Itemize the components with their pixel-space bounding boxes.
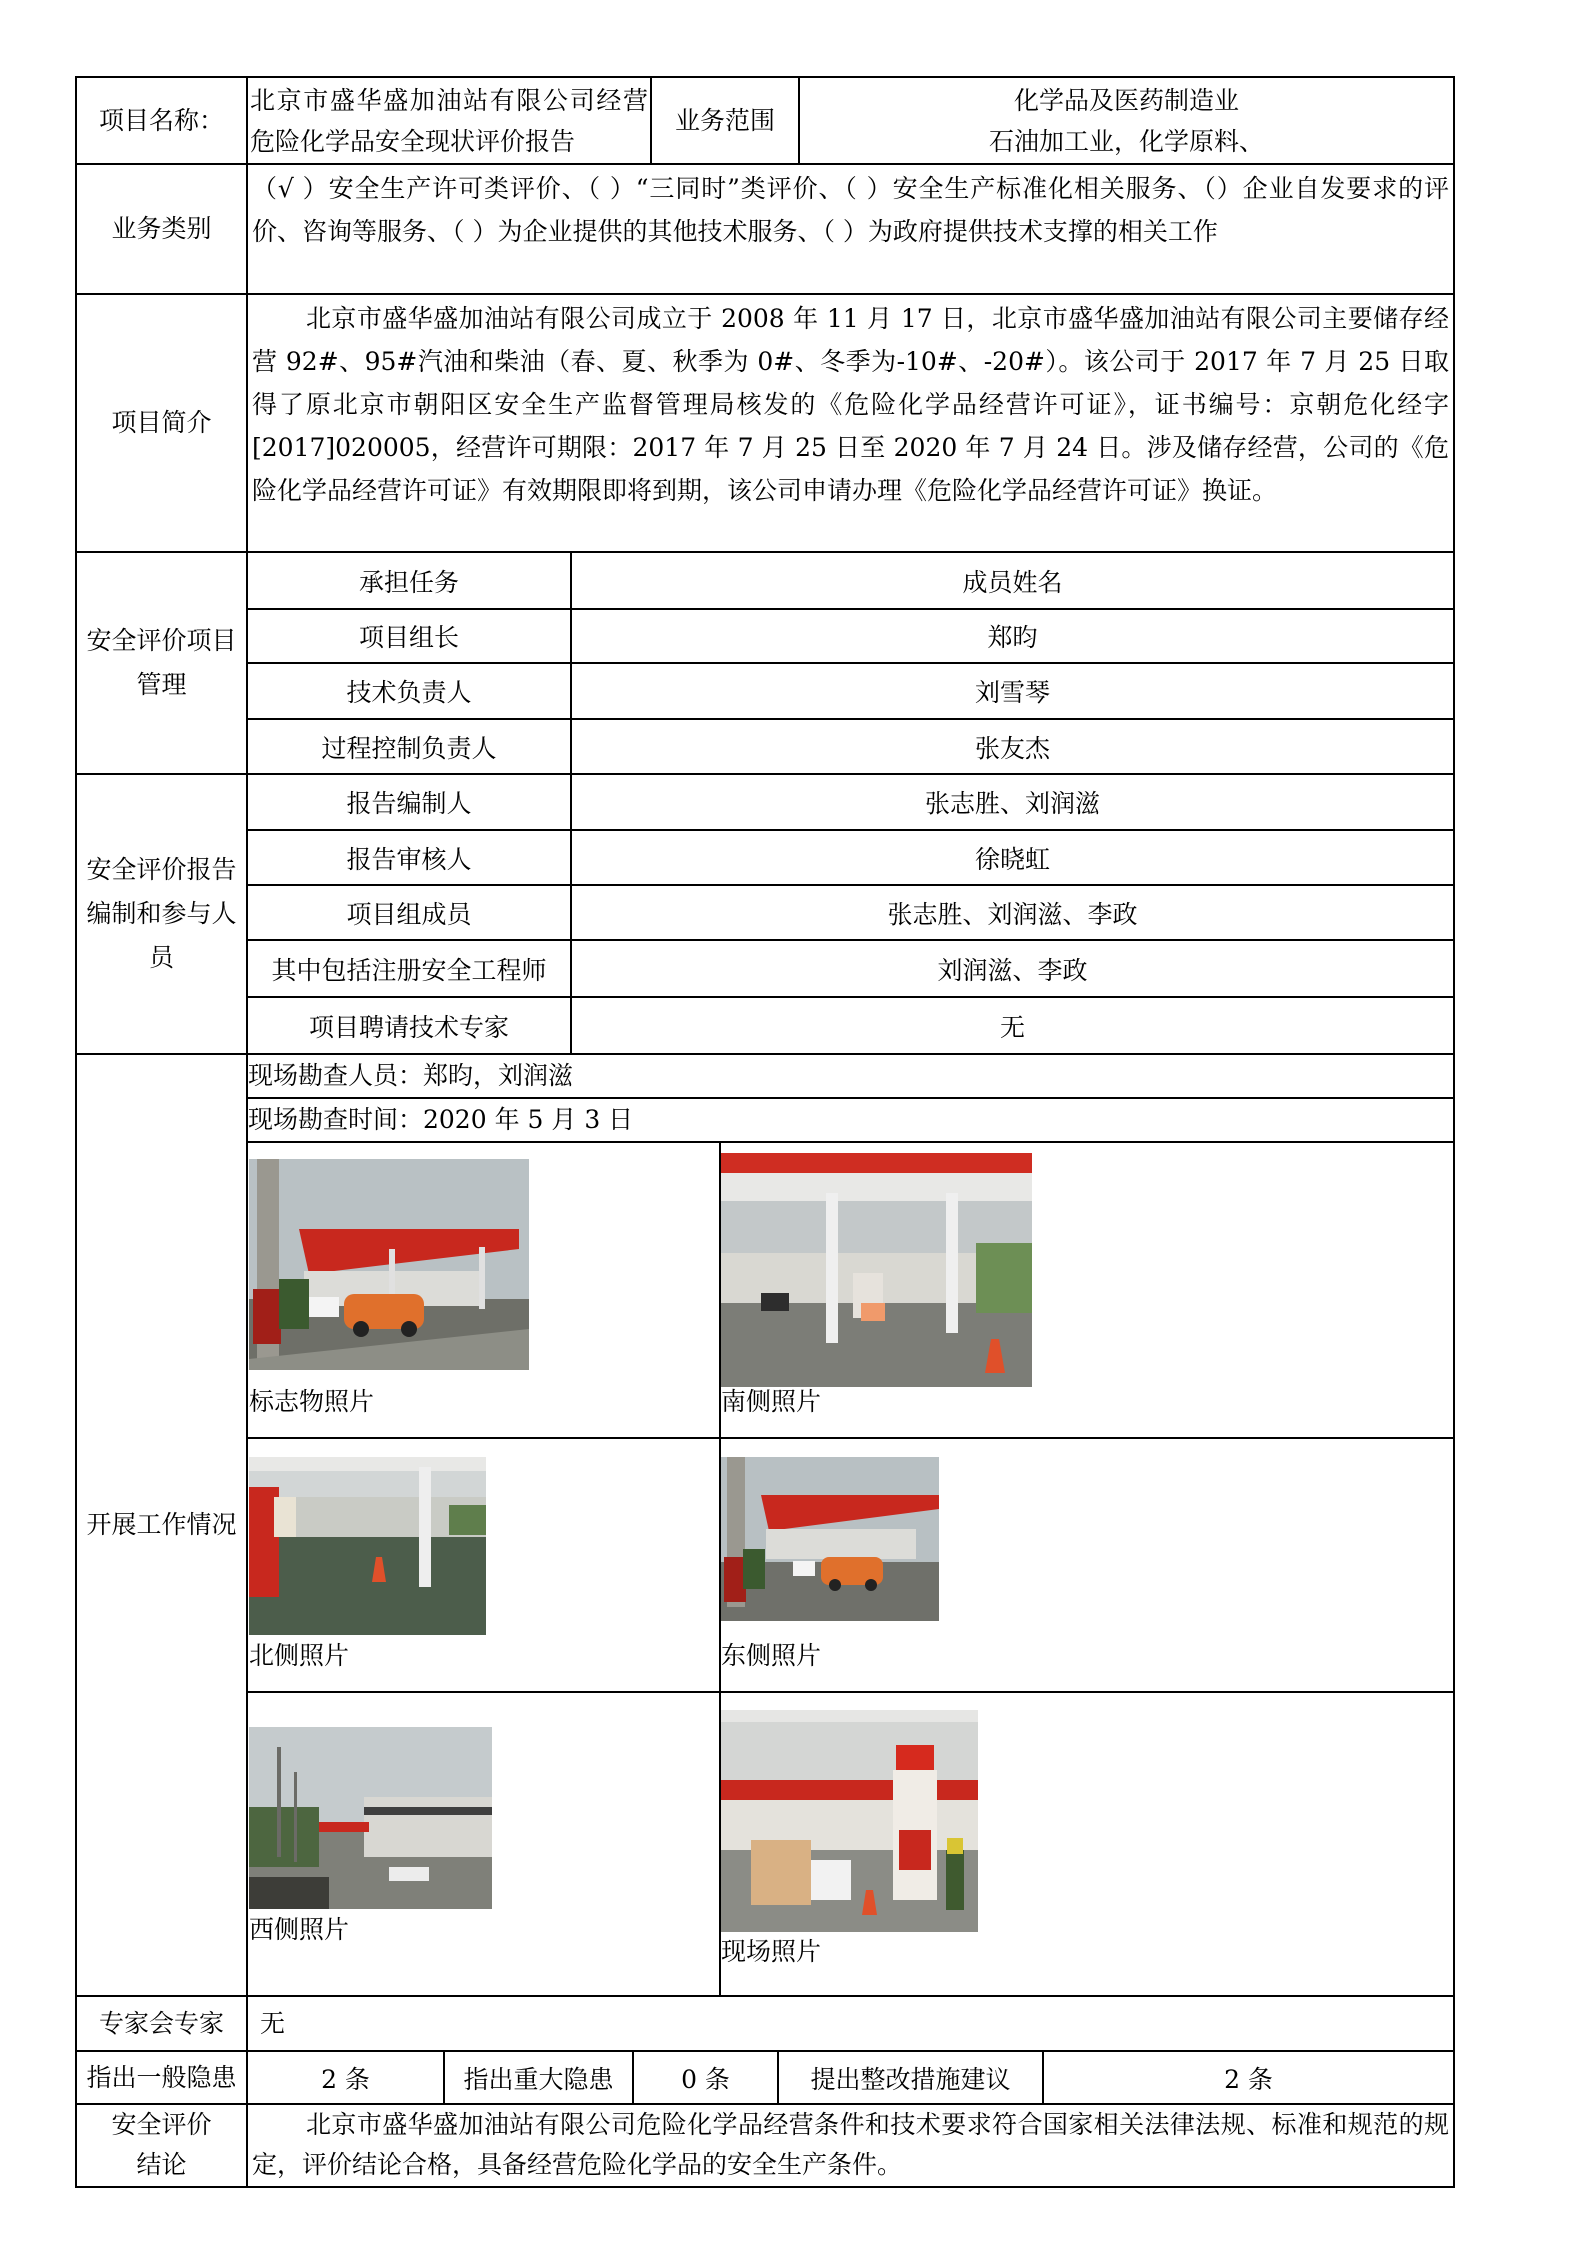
on-site-photo	[721, 1710, 978, 1932]
project-intro-text: 北京市盛华盛加油站有限公司成立于 2008 年 11 月 17 日，北京市盛华盛加油站有限公司主要储存经营 92#、95#汽油和柴油（春、夏、秋季为 0#、冬季为-10#、-20#）。该公司于 2017 年 7 月 25 日取得了原北京市朝阳区安全生产监督管理局核发的《危险化学品经营许可证》，证书编号：京朝危化经字[2017]020005，经营许可期限：2017 年 7 月 25 日至 2020 年 7 月 24 日。涉及储存经营，公司的《危险化学品经营许可证》有效期限即将到期，该公司申请办理《危险化学品经营许可证》换证。	[252, 304, 1449, 505]
photo-caption: 西侧照片	[249, 1915, 350, 1944]
general-hazards-value: 2 条	[321, 2064, 370, 2094]
photo-caption: 北侧照片	[249, 1641, 350, 1670]
photo-caption: 标志物照片	[249, 1387, 375, 1416]
member-cell: 无	[999, 1012, 1025, 1042]
photo-caption: 现场照片	[721, 1937, 822, 1966]
expert-panel-label: 专家会专家	[98, 2008, 224, 2038]
evaluation-form-table	[75, 76, 1455, 2188]
task-cell: 报告编制人	[346, 789, 472, 818]
project-name-value: 北京市盛华盛加油站有限公司经营危险化学品安全现状评价报告	[250, 86, 648, 156]
member-cell: 张志胜、刘润滋	[924, 789, 1100, 818]
business-scope-label: 业务范围	[674, 105, 775, 135]
task-cell: 项目组长	[358, 623, 459, 652]
major-hazards-value: 0 条	[681, 2064, 730, 2094]
member-cell: 张友杰	[974, 733, 1050, 763]
north-side-photo	[249, 1457, 486, 1635]
header-task: 承担任务	[358, 567, 459, 597]
conclusion-label-line-2: 结论	[136, 2150, 187, 2179]
general-hazards-label: 指出一般隐患	[86, 2062, 237, 2092]
landmark-photo	[249, 1159, 529, 1370]
business-scope-value	[800, 80, 1453, 163]
task-cell: 其中包括注册安全工程师	[271, 955, 547, 985]
project-management-label: 安全评价项目管理	[86, 626, 237, 699]
rectification-suggestions-value: 2 条	[1224, 2064, 1273, 2094]
conclusion-label	[77, 2105, 246, 2186]
report-staff-label: 安全评价报告编制和参与人员	[86, 855, 237, 972]
conclusion-text: 北京市盛华盛加油站有限公司危险化学品经营条件和技术要求符合国家相关法律法规、标准和规范的规定，评价结论合格，具备经营危险化学品的安全生产条件。	[252, 2110, 1449, 2179]
header-member: 成员姓名	[962, 567, 1063, 597]
member-cell: 徐晓虹	[974, 844, 1050, 874]
task-cell: 项目组成员	[346, 899, 472, 929]
site-inspectors: 现场勘查人员：郑昀，刘润滋	[248, 1061, 574, 1090]
business-scope-line-2: 石油加工业，化学原料、	[988, 127, 1264, 156]
business-scope-line-1: 化学品及医药制造业	[1013, 86, 1239, 115]
business-category-label: 业务类别	[111, 214, 212, 243]
east-side-photo	[721, 1457, 939, 1621]
project-intro-label: 项目简介	[111, 408, 212, 437]
member-cell: 刘雪琴	[974, 678, 1050, 707]
site-inspection-time: 现场勘查时间：2020 年 5 月 3 日	[248, 1105, 634, 1134]
west-side-photo	[249, 1727, 492, 1909]
task-cell: 报告审核人	[346, 844, 472, 874]
task-cell: 技术负责人	[346, 678, 472, 707]
expert-panel-value: 无	[260, 2009, 286, 2038]
task-cell: 过程控制负责人	[321, 733, 497, 763]
member-cell: 郑昀	[987, 623, 1038, 652]
work-status-label: 开展工作情况	[86, 1510, 237, 1539]
rectification-suggestions-label: 提出整改措施建议	[810, 2064, 1011, 2094]
conclusion-label-line-1: 安全评价	[111, 2110, 212, 2139]
project-name-label: 项目名称：	[98, 105, 224, 135]
business-category-text: （√ ）安全生产许可类评价、（ ）“三同时”类评价、（ ）安全生产标准化相关服务、（）企业自发要求的评价、咨询等服务、（ ）为企业提供的其他技术服务、（ ）为政府提供技术支撑的相关工作	[252, 174, 1449, 246]
major-hazards-label: 指出重大隐患	[463, 2064, 614, 2094]
member-cell: 张志胜、刘润滋、李政	[887, 899, 1138, 929]
member-cell: 刘润滋、李政	[937, 955, 1088, 985]
task-cell: 项目聘请技术专家	[308, 1012, 509, 1042]
photo-caption: 南侧照片	[721, 1387, 822, 1416]
south-side-photo	[721, 1153, 1032, 1387]
photo-caption: 东侧照片	[721, 1641, 822, 1670]
